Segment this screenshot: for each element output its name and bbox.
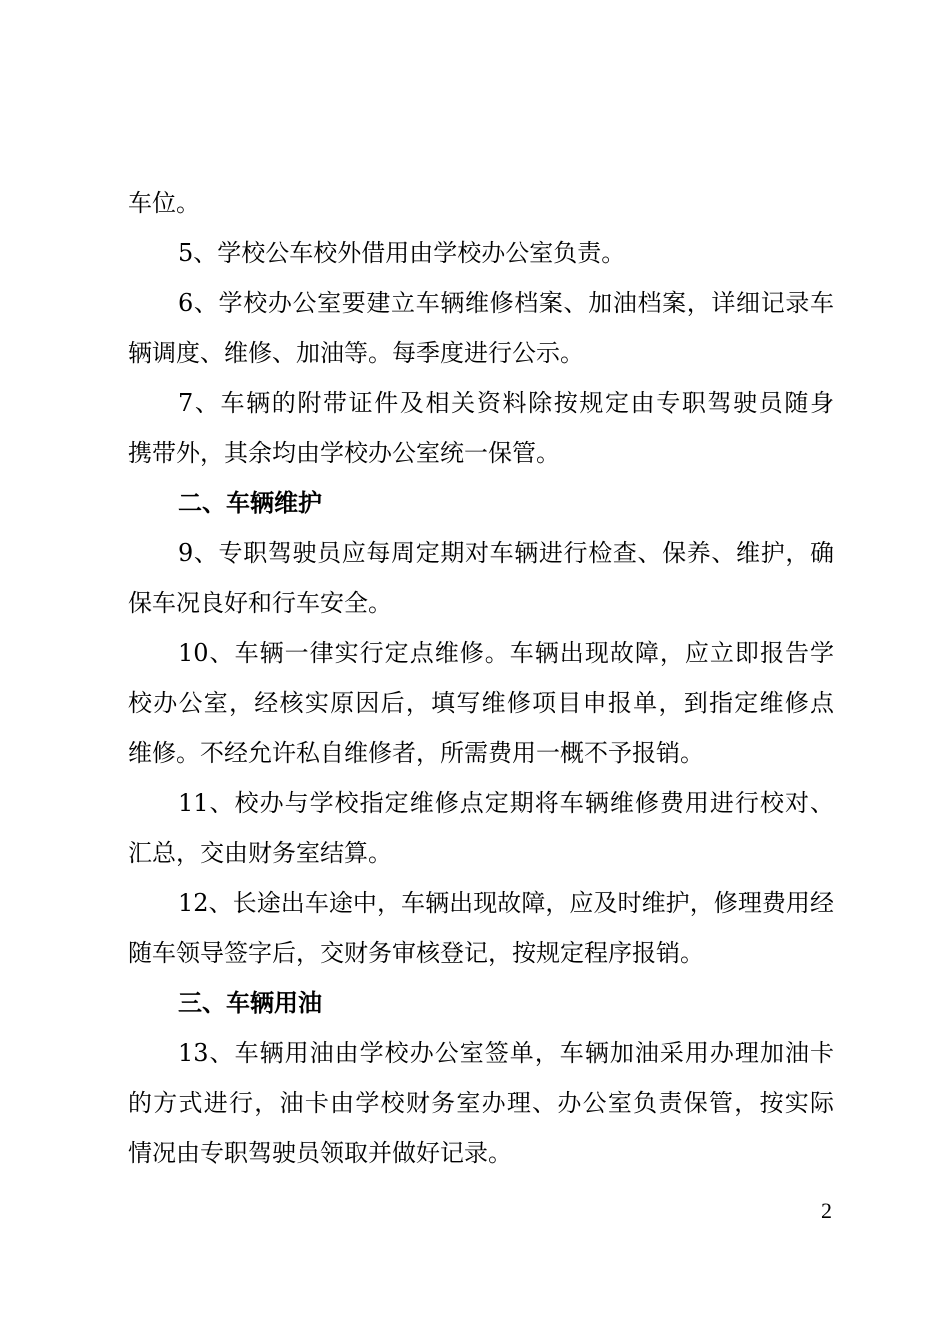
paragraph-10-line-3: 维修。不经允许私自维修者，所需费用一概不予报销。 [128, 739, 704, 767]
paragraph-5: 5、学校公车校外借用由学校办公室负责。 [178, 239, 626, 267]
paragraph-10-line-1: 10、车辆一律实行定点维修。车辆出现故障，应立即报告学 [178, 639, 834, 667]
section-heading-vehicle-maintenance: 二、车辆维护 [178, 489, 322, 517]
paragraph-13-line-2: 的方式进行，油卡由学校财务室办理、办公室负责保管，按实际 [128, 1089, 834, 1117]
document-body [128, 178, 834, 1178]
paragraph-7-line-1: 7、车辆的附带证件及相关资料除按规定由专职驾驶员随身 [178, 389, 834, 417]
section-heading-vehicle-fuel: 三、车辆用油 [178, 989, 322, 1017]
page-number: 2 [821, 1198, 832, 1223]
paragraph-7-line-2: 携带外，其余均由学校办公室统一保管。 [128, 439, 560, 467]
text-line: 车位。 [128, 189, 200, 217]
paragraph-6-line-2: 辆调度、维修、加油等。每季度进行公示。 [128, 339, 584, 367]
paragraph-13-line-3: 情况由专职驾驶员领取并做好记录。 [128, 1139, 512, 1167]
paragraph-13-line-1: 13、车辆用油由学校办公室签单，车辆加油采用办理加油卡 [178, 1039, 834, 1067]
paragraph-11-line-1: 11、校办与学校指定维修点定期将车辆维修费用进行校对、 [178, 789, 834, 817]
paragraph-10-line-2: 校办公室，经核实原因后，填写维修项目申报单，到指定维修点 [128, 689, 834, 717]
paragraph-6-line-1: 6、学校办公室要建立车辆维修档案、加油档案，详细记录车 [178, 289, 834, 317]
paragraph-11-line-2: 汇总，交由财务室结算。 [128, 839, 392, 867]
paragraph-9-line-2: 保车况良好和行车安全。 [128, 589, 392, 617]
paragraph-12-line-2: 随车领导签字后，交财务审核登记，按规定程序报销。 [128, 939, 704, 967]
paragraph-9-line-1: 9、专职驾驶员应每周定期对车辆进行检查、保养、维护，确 [178, 539, 834, 567]
paragraph-12-line-1: 12、长途出车途中，车辆出现故障，应及时维护，修理费用经 [178, 889, 834, 917]
